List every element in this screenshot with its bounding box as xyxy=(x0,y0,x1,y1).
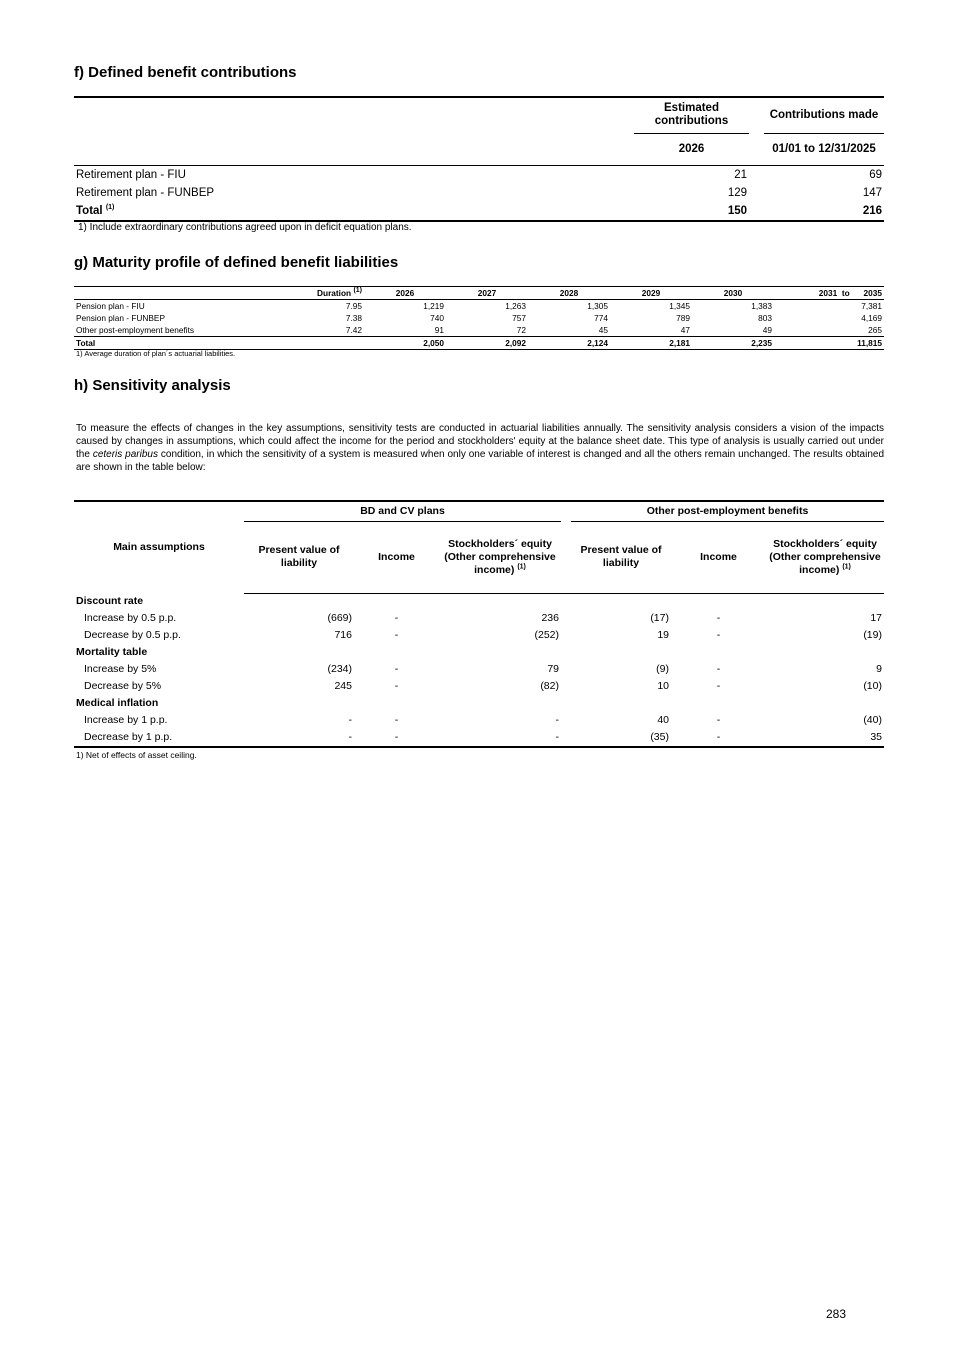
total-row xyxy=(74,202,884,221)
group-other-post-employment: Other post-employment benefits xyxy=(571,501,884,521)
col-sub-2026: 2026 xyxy=(634,133,749,165)
cell: 129 xyxy=(727,186,747,199)
section-f-footnote: 1) Include extraordinary contributions agreed upon in deficit equation plans. xyxy=(78,222,412,233)
page-number: 283 xyxy=(826,1307,847,1321)
cell: (669) xyxy=(327,612,352,624)
cell: (40) xyxy=(863,714,882,726)
cell: 4,169 xyxy=(861,313,882,323)
cell: (9) xyxy=(656,663,669,675)
group-row xyxy=(74,644,884,661)
table-row xyxy=(74,729,884,747)
group-label: Mortality table xyxy=(76,646,148,658)
cell: 40 xyxy=(657,714,669,726)
cell: 7.38 xyxy=(345,313,362,323)
cell: (19) xyxy=(863,629,882,641)
cell: 17 xyxy=(870,612,882,624)
cell: 757 xyxy=(512,313,526,323)
section-g-footnote: 1) Average duration of plan´s actuarial liabilities. xyxy=(76,349,236,358)
col-year: 2026 xyxy=(364,287,446,300)
cell: (252) xyxy=(534,629,559,641)
cell: 21 xyxy=(734,168,747,181)
cell: 265 xyxy=(868,325,882,335)
paragraph-text: To measure the effects of changes in the key assumptions, sensitivity tests are conducted in actuarial liabilities annually. The sensitivity analysis considers a vision of the impacts caused by changes in assumptions, which could affect the income for the period and stockholders' equity at the balance sheet date. This type of analysis is usually carried out under the xyxy=(76,423,884,460)
cell: 774 xyxy=(594,313,608,323)
row-label: Pension plan - FIU xyxy=(76,301,145,311)
row-label: Increase by 0.5 p.p. xyxy=(84,612,177,624)
cell: - xyxy=(394,663,399,675)
cell: 72 xyxy=(516,325,526,335)
row-label: Decrease by 5% xyxy=(84,680,162,692)
cell: 150 xyxy=(634,202,749,221)
col-sub-period: 01/01 to 12/31/2025 xyxy=(764,133,884,165)
cell: (35) xyxy=(571,729,671,747)
cell: 35 xyxy=(766,729,884,747)
section-h-title: h) Sensitivity analysis xyxy=(74,377,231,394)
cell: 216 xyxy=(764,202,884,221)
col-pv-liability: Present value of liability xyxy=(244,521,354,593)
table-row xyxy=(74,184,884,202)
col-year: 2030 xyxy=(692,287,774,300)
maturity-table xyxy=(74,286,884,350)
cell: 1,345 xyxy=(669,301,690,311)
col-year: 2027 xyxy=(446,287,528,300)
group-row xyxy=(74,593,884,610)
group-bd-cv-plans: BD and CV plans xyxy=(244,501,561,521)
col-income-2: Income xyxy=(671,521,766,593)
table-row xyxy=(74,610,884,627)
col-equity-label: Stockholders´ equity (Other comprehensive income) xyxy=(444,537,556,576)
row-label: Pension plan - FUNBEP xyxy=(76,313,166,323)
cell: - xyxy=(716,663,721,675)
col-duration: Duration xyxy=(317,288,352,298)
sensitivity-table xyxy=(74,500,884,748)
table-row xyxy=(74,324,884,337)
cell: 2,092 xyxy=(446,337,528,350)
cell: - xyxy=(716,629,721,641)
col-year-range-b: to xyxy=(841,288,850,298)
cell: 7.95 xyxy=(345,301,362,311)
contributions-table xyxy=(74,96,884,222)
table-row xyxy=(74,300,884,313)
cell: 91 xyxy=(434,325,444,335)
col-pv-liability-2: Present value of liability xyxy=(571,521,671,593)
col-estimated-contributions: Estimated contributions xyxy=(634,97,749,133)
cell: 740 xyxy=(430,313,444,323)
cell: - xyxy=(394,714,399,726)
cell: 45 xyxy=(598,325,608,335)
cell: - xyxy=(354,729,439,747)
col-year-range-c: 2035 xyxy=(863,288,882,298)
footnote-ref: (1) xyxy=(842,563,851,570)
cell: - xyxy=(555,714,559,726)
cell: 69 xyxy=(869,168,882,181)
col-equity-label: Stockholders´ equity (Other comprehensive income) xyxy=(769,537,881,576)
cell: 2,050 xyxy=(364,337,446,350)
cell: - xyxy=(716,612,721,624)
col-year: 2029 xyxy=(610,287,692,300)
table-row xyxy=(74,312,884,324)
cell: - xyxy=(394,680,399,692)
table-row xyxy=(74,712,884,729)
cell: 47 xyxy=(680,325,690,335)
total-label: Total xyxy=(76,204,103,217)
cell: (17) xyxy=(650,612,669,624)
table-row xyxy=(74,165,884,184)
col-equity-2 xyxy=(766,521,884,593)
col-main-assumptions: Main assumptions xyxy=(113,541,205,553)
cell: 2,235 xyxy=(692,337,774,350)
cell: 789 xyxy=(676,313,690,323)
cell: - xyxy=(716,714,721,726)
section-g-title: g) Maturity profile of defined benefit liabilities xyxy=(74,254,399,271)
group-label: Medical inflation xyxy=(76,697,159,709)
cell: 1,219 xyxy=(423,301,444,311)
cell: 716 xyxy=(334,629,352,641)
row-label: Retirement plan - FIU xyxy=(76,168,186,181)
paragraph-text: condition, in which the sensitivity of a system is measured when only one variable of interest is changed and all the others remain unchanged. The results obtained are shown in the table below: xyxy=(76,449,884,473)
cell: - xyxy=(716,680,721,692)
group-row xyxy=(74,695,884,712)
cell: 79 xyxy=(547,663,559,675)
paragraph-emphasis: ceteris paribus xyxy=(92,449,158,460)
section-h-footnote: 1) Net of effects of asset ceiling. xyxy=(76,750,197,760)
cell: - xyxy=(439,729,561,747)
cell: 9 xyxy=(876,663,882,675)
footnote-ref: (1) xyxy=(105,203,115,211)
col-contributions-made: Contributions made xyxy=(764,97,884,133)
col-year-range-a: 2031 xyxy=(818,288,838,298)
row-label: Increase by 1 p.p. xyxy=(84,714,168,726)
cell: 11,815 xyxy=(774,337,884,350)
row-label: Decrease by 1 p.p. xyxy=(74,729,244,747)
cell: 803 xyxy=(758,313,772,323)
table-row xyxy=(74,627,884,644)
cell: - xyxy=(671,729,766,747)
table-row xyxy=(74,678,884,695)
section-f-title: f) Defined benefit contributions xyxy=(74,64,297,81)
cell: (10) xyxy=(863,680,882,692)
cell: 2,124 xyxy=(528,337,610,350)
row-label: Decrease by 0.5 p.p. xyxy=(84,629,181,641)
group-label: Discount rate xyxy=(76,595,144,607)
cell: 147 xyxy=(862,186,882,199)
col-year: 2028 xyxy=(528,287,610,300)
cell: 19 xyxy=(657,629,669,641)
sensitivity-paragraph xyxy=(76,422,884,474)
col-equity xyxy=(439,521,561,593)
col-income: Income xyxy=(354,521,439,593)
total-row xyxy=(74,337,884,350)
row-label: Increase by 5% xyxy=(84,663,157,675)
row-label: Retirement plan - FUNBEP xyxy=(76,186,215,199)
cell: 236 xyxy=(541,612,559,624)
cell: 10 xyxy=(657,680,669,692)
cell: (234) xyxy=(327,663,352,675)
cell: - xyxy=(394,629,399,641)
cell: 245 xyxy=(334,680,352,692)
cell: - xyxy=(244,729,354,747)
cell: 49 xyxy=(762,325,772,335)
cell: 2,181 xyxy=(610,337,692,350)
cell: - xyxy=(348,714,352,726)
footnote-ref: (1) xyxy=(353,287,362,295)
total-label: Total xyxy=(74,337,279,350)
cell: 7,381 xyxy=(861,301,882,311)
cell: (82) xyxy=(540,680,559,692)
cell: 1,383 xyxy=(751,301,772,311)
table-row xyxy=(74,661,884,678)
row-label: Other post-employment benefits xyxy=(76,325,195,335)
cell: 1,305 xyxy=(587,301,608,311)
footnote-ref: (1) xyxy=(517,563,526,570)
cell: - xyxy=(394,612,399,624)
cell: 7.42 xyxy=(345,325,362,335)
cell: 1,263 xyxy=(505,301,526,311)
